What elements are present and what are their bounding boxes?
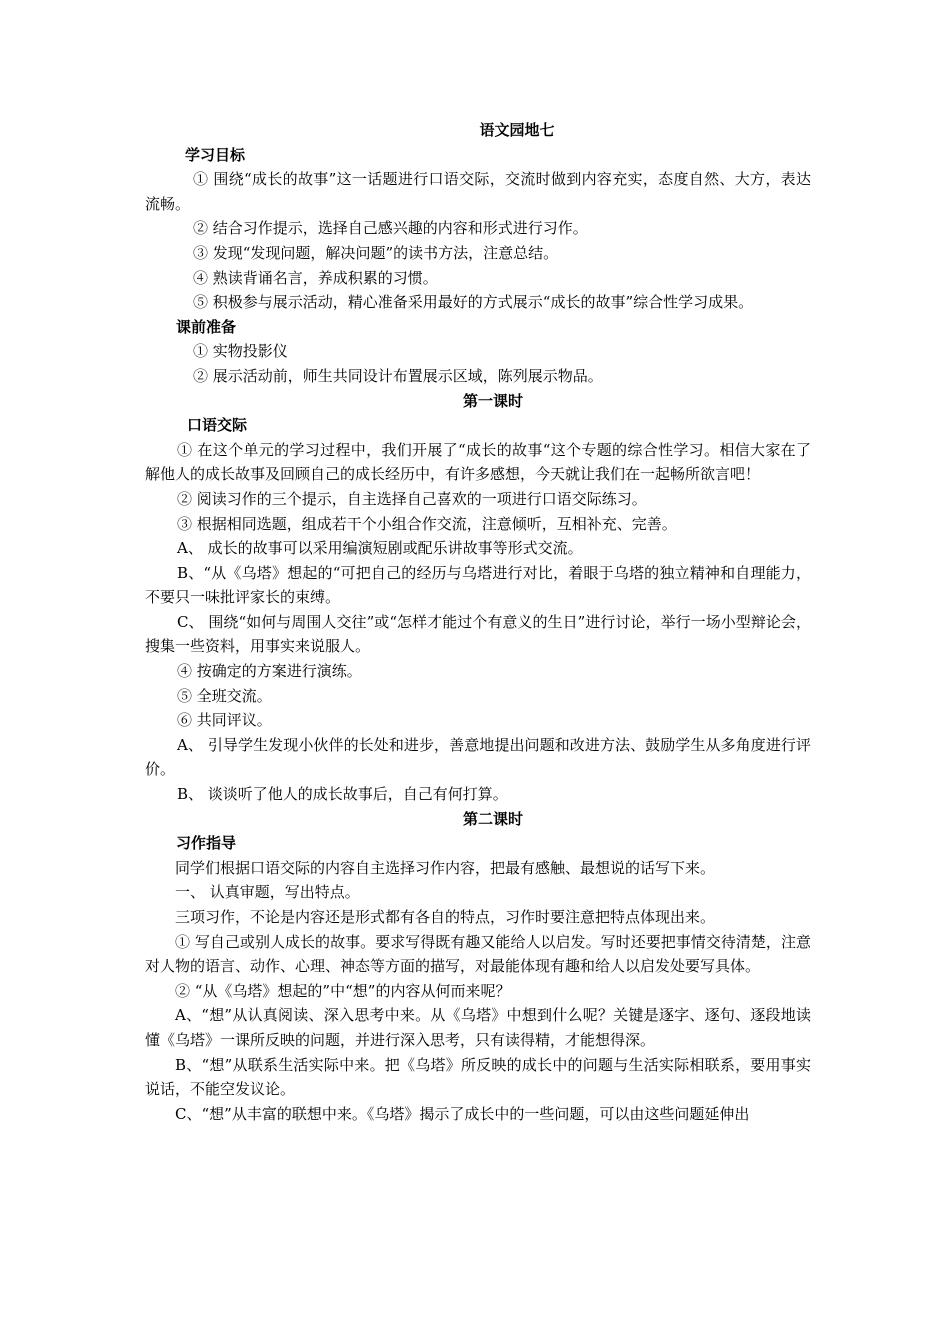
lesson1-paragraph: A、 引导学生发现小伙伴的长处和进步，善意地提出问题和改进方法、鼓励学生从多角度进行评价。 <box>145 735 811 779</box>
document-title: 语文园地七 <box>479 121 555 139</box>
goal-item: ② 结合习作提示，选择自己感兴趣的内容和形式进行习作。 <box>193 219 588 238</box>
lesson1-paragraph: B、 谈谈听了他人的成长故事后，自己有何打算。 <box>177 785 508 804</box>
section-heading-goals: 学习目标 <box>185 145 246 164</box>
lesson2-paragraph: 一、 认真审题，写出特点。 <box>175 883 360 902</box>
lesson-heading-2: 第二课时 <box>462 809 523 828</box>
lesson2-paragraph: ① 写自己或别人成长的故事。要求写得既有趣又能给人以启发。写时还要把事情交待清楚，注意对人物的语言、动作、心理、神态等方面的描写，对最能体现有趣和给人以启发处要写具体。 <box>145 932 811 976</box>
lesson2-paragraph: A、“想”从认真阅读、深入思考中来。从《乌塔》中想到什么呢？关键是逐字、逐句、逐段地读懂《乌塔》一课所反映的问题，并进行深入思考，只有读得精，才能想得深。 <box>145 1006 811 1049</box>
goal-item: ④ 熟读背诵名言，养成积累的习惯。 <box>193 268 438 287</box>
lesson1-paragraph: A、 成长的故事可以采用编演短剧或配乐讲故事等形式交流。 <box>177 539 583 558</box>
lesson1-paragraph: ④ 按确定的方案进行演练。 <box>177 662 362 681</box>
goal-item: ③ 发现“发现问题，解决问题”的读书方法，注意总结。 <box>193 243 559 262</box>
prep-item: ① 实物投影仪 <box>193 342 288 361</box>
lesson1-paragraph: ⑥ 共同评议。 <box>177 711 272 730</box>
lesson2-paragraph: C、“想”从丰富的联想中来。《乌塔》揭示了成长中的一些问题，可以由这些问题延伸出 <box>175 1104 750 1123</box>
lesson-heading-1: 第一课时 <box>462 391 523 410</box>
section-heading-writing: 习作指导 <box>176 834 237 853</box>
lesson1-paragraph: ③ 根据相同选题，组成若干个小组合作交流，注意倾听，互相补充、完善。 <box>177 514 677 533</box>
lesson1-paragraph: B、“从《乌塔》想起的“可把自己的经历与乌塔进行对比，着眼于乌塔的独立精神和自理能力，不要只一味批评家长的束缚。 <box>145 563 811 607</box>
lesson2-paragraph: 三项习作，不论是内容还是形式都有各自的特点，习作时要注意把特点体现出来。 <box>175 908 716 926</box>
lesson1-paragraph: ⑤ 全班交流。 <box>177 686 272 705</box>
goal-item: ⑤ 积极参与展示活动，精心准备采用最好的方式展示“成长的故事”综合性学习成果。 <box>193 293 754 312</box>
prep-item: ② 展示活动前，师生共同设计布置展示区域，陈列展示物品。 <box>193 366 603 385</box>
lesson2-paragraph: ② “从《乌塔》想起的”中“想”的内容从何而来呢？ <box>175 981 511 1000</box>
section-heading-prep: 课前准备 <box>176 317 237 336</box>
section-heading-oral: 口语交际 <box>187 416 248 435</box>
lesson2-paragraph: B、“想”从联系生活实际中来。把《乌塔》所反映的成长中的问题与生活实际相联系，要用事实说话，不能空发议论。 <box>145 1055 811 1099</box>
lesson1-paragraph: ① 在这个单元的学习过程中，我们开展了“成长的故事“这个专题的综合性学习。相信大家在了解他人的成长故事及回顾自己的成长经历中，有许多感想，今天就让我们在一起畅所欲言吧！ <box>145 440 811 484</box>
goal-item: ① 围绕“成长的故事”这一话题进行口语交际，交流时做到内容充实，态度自然、大方，表达流畅。 <box>145 170 811 213</box>
lesson1-paragraph: ② 阅读习作的三个提示，自主选择自己喜欢的一项进行口语交际练习。 <box>177 489 647 508</box>
document-page <box>145 118 811 1126</box>
lesson1-paragraph: C、 围绕“如何与周围人交往”或“怎样才能过个有意义的生日”进行讨论，举行一场小型辩论会，搜集一些资料，用事实来说服人。 <box>145 612 811 656</box>
lesson2-paragraph: 同学们根据口语交际的内容自主选择习作内容，把最有感触、最想说的话写下来。 <box>175 858 716 877</box>
